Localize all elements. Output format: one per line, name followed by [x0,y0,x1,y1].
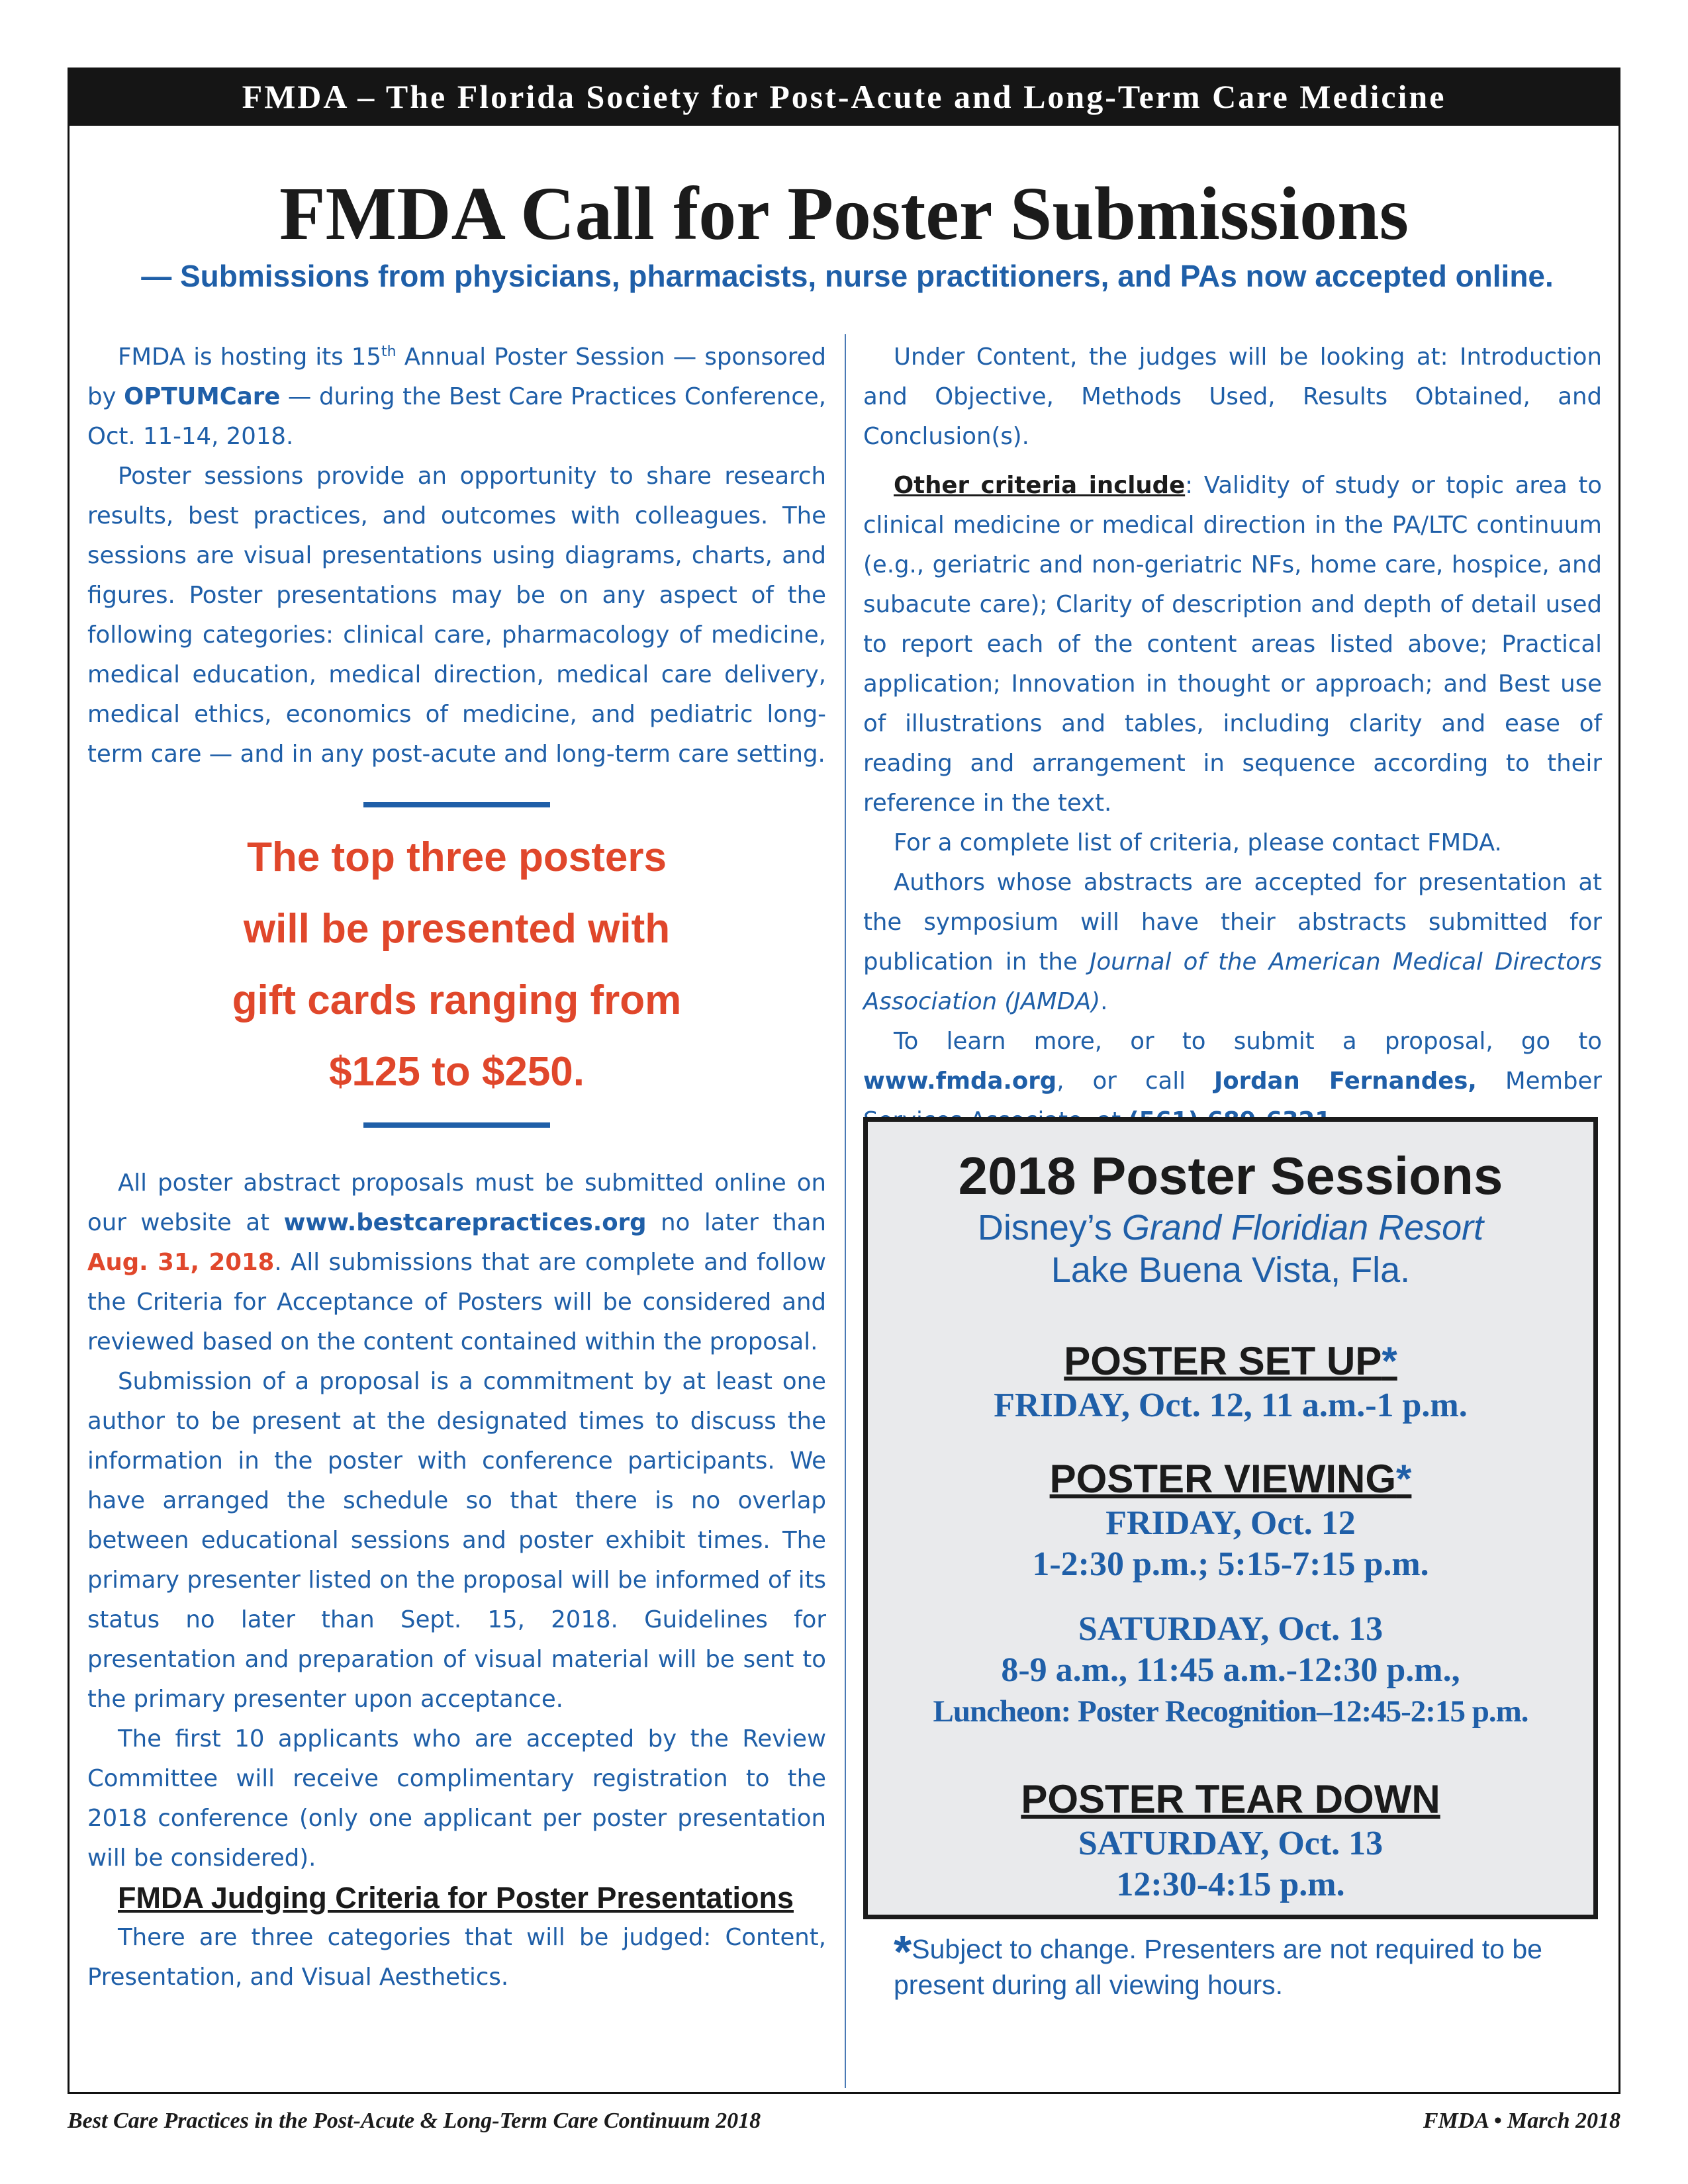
other-criteria-label: Other criteria include [894,472,1186,499]
prize-line-2: will be presented with [243,906,671,952]
description-paragraph: Poster sessions provide an opportunity to share research results, best practices, and outcomes with colleagues. The sessions are visual presentations using diagrams, charts, and figures. Poster presentations may be on any aspect of the following categories: clinical care, pharmacology of medicine, medical education, medical direction, medical care delivery, medical ethics, economics of medicine, and pediatric long-term care — and in any post-acute and long-term care setting. [87,463,826,768]
column-divider [845,334,846,2088]
prize-line-3: gift cards ranging from [232,978,682,1023]
judging-heading: FMDA Judging Criteria for Poster Presentations [118,1881,794,1915]
prize-rule-top [363,802,550,807]
fmda-link[interactable]: www.fmda.org [863,1068,1057,1095]
commitment-paragraph: Submission of a proposal is a commitment by at least one author to be present at the designated times to discuss the information in the poster with conference participants. We have arranged the schedule so that there is no overlap between educational sessions and poster exhibit times. The primary presenter listed on the proposal will be informed of its status no later than Sept. 15, 2018. Guidelines for presentation and preparation of visual material will be sent to the primary presenter upon acceptance. [87,1368,826,1713]
content-criteria-paragraph: Under Content, the judges will be looking at: Introduction and Objective, Methods Used, Results Obtained, and Conclusion(s). [863,343,1602,450]
contact-name: Jordan Fernandes, [1214,1068,1477,1095]
registration-paragraph: The first 10 applicants who are accepted by the Review Committee will receive complimentary registration to the 2018 conference (only one applicant per poster presentation will be considered). [87,1725,826,1872]
box-title: 2018 Poster Sessions [958,1146,1503,1205]
page-subtitle: — Submissions from physicians, pharmacists, nurse practitioners, and PAs now accepted online. [141,259,1554,293]
left-column [87,338,826,1997]
viewing-time-3: Luncheon: Poster Recognition–12:45-2:15 p.m. [933,1694,1528,1729]
viewing-time-2: 8-9 a.m., 11:45 a.m.-12:30 p.m., [1001,1651,1460,1689]
setup-heading: POSTER SET UP* [1064,1339,1397,1383]
learn-more-paragraph: To learn more, or to submit a proposal, go to www.fmda.org, or call Jordan Fernandes, Member [863,1022,1602,1141]
teardown-heading: POSTER TEAR DOWN [1021,1777,1440,1821]
other-criteria-paragraph: Other criteria include: Validity of study or topic area to clinical medicine or medical direction in the PA/LTC continuum (e.g., geriatric and non-geriatric NFs, home care, hospice, and subacute care); Clarity of description and depth of detail used to report each of the content areas listed above; Practical application; Innovation in thought or approach; and Best use of illustrations and tables, including clarity and ease of reading and arrangement in sequence according to their reference in the text. [863,472,1602,817]
contact-paragraph: For a complete list of criteria, please contact FMDA. [894,829,1502,856]
right-column [863,338,1602,1141]
venue-line-1: Disney’s Grand Floridian Resort [977,1208,1484,1248]
schedule-note: *Subject to change. Presenters are not required to be present during all viewing hours. [894,1926,1542,2000]
footer-publication: Best Care Practices in the Post-Acute & Long-Term Care Continuum 2018 [68,2109,761,2133]
prize-line-4: $125 to $250. [328,1049,585,1095]
publication-paragraph: Authors whose abstracts are accepted for presentation at the symposium will have their abstracts submitted for publication in the Journal of the American Medical Directors Association (JAMDA). [863,869,1602,1015]
intro-paragraph: FMDA is hosting its 15th Annual Poster Session — sponsored by OPTUMCare — during the Best Care Practices Conference, Oct. 11-14, 2018. [87,343,827,450]
viewing-day-1: FRIDAY, Oct. 12 [1105,1504,1356,1542]
journal-name: Journal of the American Medical Directors Association (JAMDA) [863,948,1602,1015]
teardown-day: SATURDAY, Oct. 13 [1078,1825,1383,1862]
judging-paragraph: There are three categories that will be judged: Content, Presentation, and Visual Aesthetics. [87,1924,826,1991]
footer-issue: FMDA • March 2018 [1423,2109,1620,2133]
page-title: FMDA Call for Poster Submissions [279,171,1409,255]
venue-line-2: Lake Buena Vista, Fla. [1051,1250,1411,1290]
website-link[interactable]: www.bestcarepractices.org [283,1209,647,1236]
viewing-heading: POSTER VIEWING* [1049,1457,1412,1501]
note-asterisk: * [894,1926,912,1978]
prize-rule-bottom [363,1122,550,1128]
submission-paragraph: All poster abstract proposals must be submitted online on our website at www.bestcarepractices.org no later than Aug. 31, 2018. All submissions that are complete and follow the Criteria for Acceptance of Posters will be considered and reviewed based on the content contained within the proposal. [87,1169,827,1355]
viewing-day-2: SATURDAY, Oct. 13 [1078,1610,1383,1648]
setup-time: FRIDAY, Oct. 12, 11 a.m.-1 p.m. [994,1387,1468,1424]
teardown-time: 12:30-4:15 p.m. [1116,1866,1345,1903]
viewing-time-1: 1-2:30 p.m.; 5:15-7:15 p.m. [1032,1545,1429,1583]
header-banner: FMDA – The Florida Society for Post-Acute and Long-Term Care Medicine [68,68,1620,126]
deadline: Aug. 31, 2018 [87,1249,275,1276]
sponsor-name: OPTUMCare [124,383,281,410]
poster-sessions-box [863,1117,1598,1919]
prize-line-1: The top three posters [247,835,667,880]
